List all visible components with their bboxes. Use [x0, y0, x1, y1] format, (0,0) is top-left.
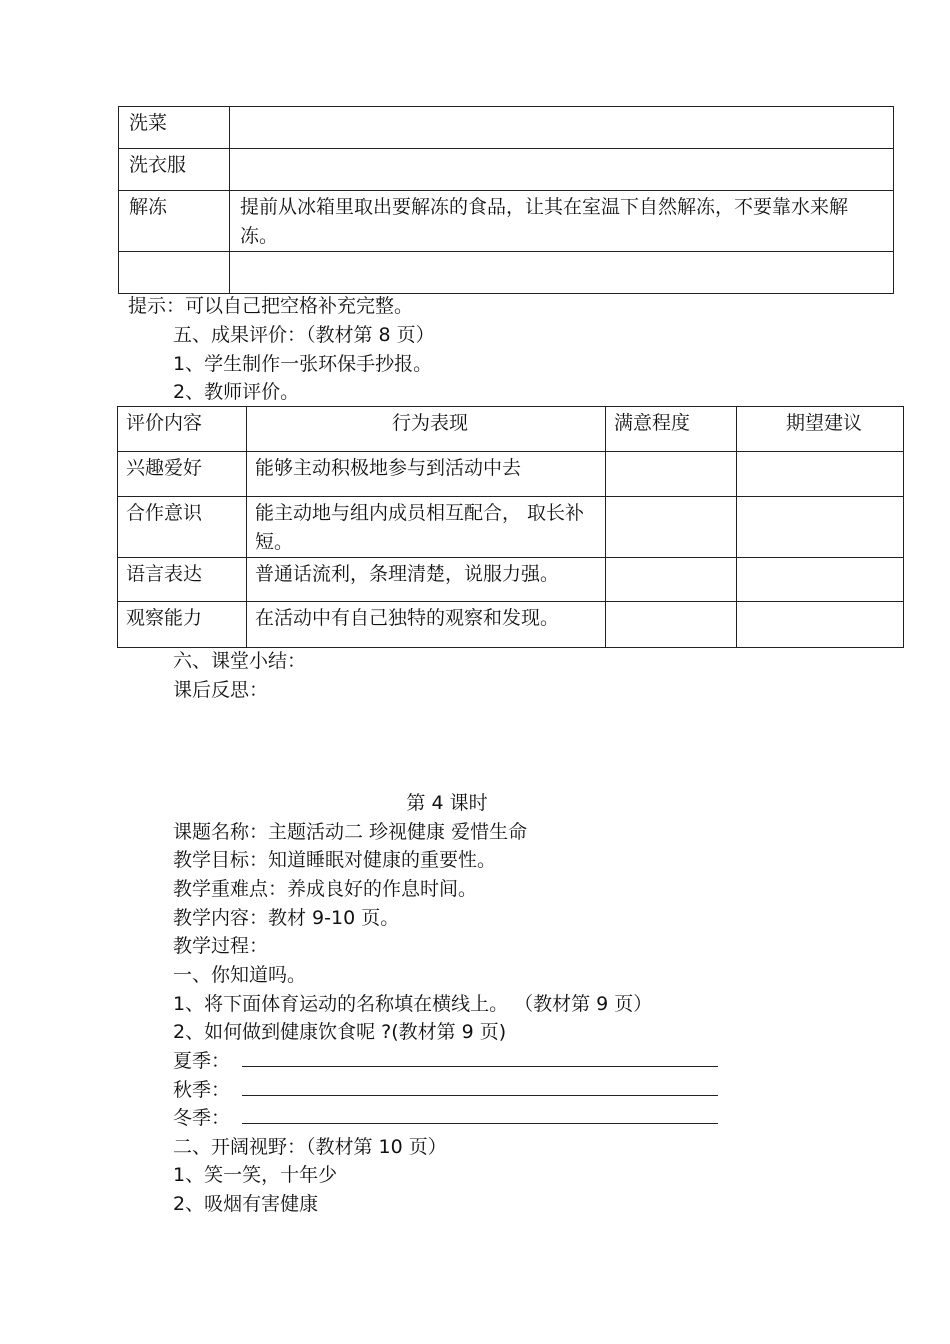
- header-cell: 满意程度: [606, 407, 737, 452]
- header-cell: 行为表现: [247, 407, 606, 452]
- empty-cell: [737, 558, 904, 602]
- empty-cell: [606, 452, 737, 497]
- table-cell-value: [230, 149, 894, 191]
- section1-item1: 1、将下面体育运动的名称填在横线上。 （教材第 9 页）: [173, 993, 653, 1015]
- empty-cell: [606, 558, 737, 602]
- table-cell: 能够主动积极地参与到活动中去: [247, 452, 606, 497]
- section1-item2: 2、如何做到健康饮食呢 ?(教材第 9 页): [173, 1021, 507, 1043]
- table-cell: 兴趣爱好: [118, 452, 247, 497]
- section2-title: 二、开阔视野：（教材第 10 页）: [173, 1136, 447, 1158]
- summer-blank-line[interactable]: [242, 1048, 718, 1067]
- table-cell-value: [230, 252, 894, 294]
- lesson-key: 教学重难点：养成良好的作息时间。: [173, 878, 478, 900]
- lesson-content: 教学内容：教材 9-10 页。: [173, 907, 400, 929]
- lesson-process: 教学过程：: [173, 935, 269, 957]
- table-cell: 能主动地与组内成员相互配合， 取长补短。: [247, 497, 606, 558]
- section2-item1: 1、笑一笑，十年少: [173, 1164, 338, 1186]
- section2-item2: 2、吸烟有害健康: [173, 1193, 319, 1215]
- header-cell: 评价内容: [118, 407, 247, 452]
- winter-row: [173, 1104, 718, 1133]
- empty-cell: [737, 602, 904, 648]
- table-cell: 观察能力: [118, 602, 247, 648]
- summer-row: [173, 1047, 718, 1076]
- empty-cell: [606, 602, 737, 648]
- autumn-row: [173, 1076, 718, 1105]
- lesson-topic: 课题名称：主题活动二 珍视健康 爱惜生命: [173, 821, 528, 843]
- household-water-table: [118, 106, 894, 294]
- table-cell-label: 解冻: [119, 191, 230, 252]
- header-cell: 期望建议: [737, 407, 904, 452]
- hint-text: 提示：可以自己把空格补充完整。: [128, 295, 414, 317]
- section5-item1: 1、学生制作一张环保手抄报。: [173, 353, 433, 375]
- section5-item2: 2、教师评价。: [173, 381, 300, 403]
- table-cell-value: 提前从冰箱里取出要解冻的食品，让其在室温下自然解冻，不要靠水来解冻。: [230, 191, 894, 252]
- table-cell-label: 洗菜: [119, 107, 230, 149]
- table-cell-value: [230, 107, 894, 149]
- lesson-goal: 教学目标：知道睡眠对健康的重要性。: [173, 849, 497, 871]
- section6-title: 六、课堂小结：: [173, 650, 307, 672]
- winter-blank-line[interactable]: [242, 1105, 718, 1124]
- table-cell-label: 洗衣服: [119, 149, 230, 191]
- table-cell: 在活动中有自己独特的观察和发现。: [247, 602, 606, 648]
- lesson-heading: 第 4 课时: [406, 792, 488, 814]
- winter-label: 冬季：: [173, 1107, 231, 1129]
- autumn-label: 秋季：: [173, 1079, 231, 1101]
- empty-cell: [737, 497, 904, 558]
- section1-title: 一、你知道吗。: [173, 964, 307, 986]
- evaluation-table: [117, 406, 904, 648]
- summer-label: 夏季：: [173, 1050, 231, 1072]
- table-cell: 语言表达: [118, 558, 247, 602]
- reflection-label: 课后反思：: [173, 679, 269, 701]
- empty-cell: [606, 497, 737, 558]
- table-cell: 合作意识: [118, 497, 247, 558]
- table-cell: 普通话流利，条理清楚，说服力强。: [247, 558, 606, 602]
- empty-cell: [737, 452, 904, 497]
- table-cell-label: [119, 252, 230, 294]
- autumn-blank-line[interactable]: [242, 1077, 718, 1096]
- section5-title: 五、成果评价：（教材第 8 页）: [173, 324, 435, 346]
